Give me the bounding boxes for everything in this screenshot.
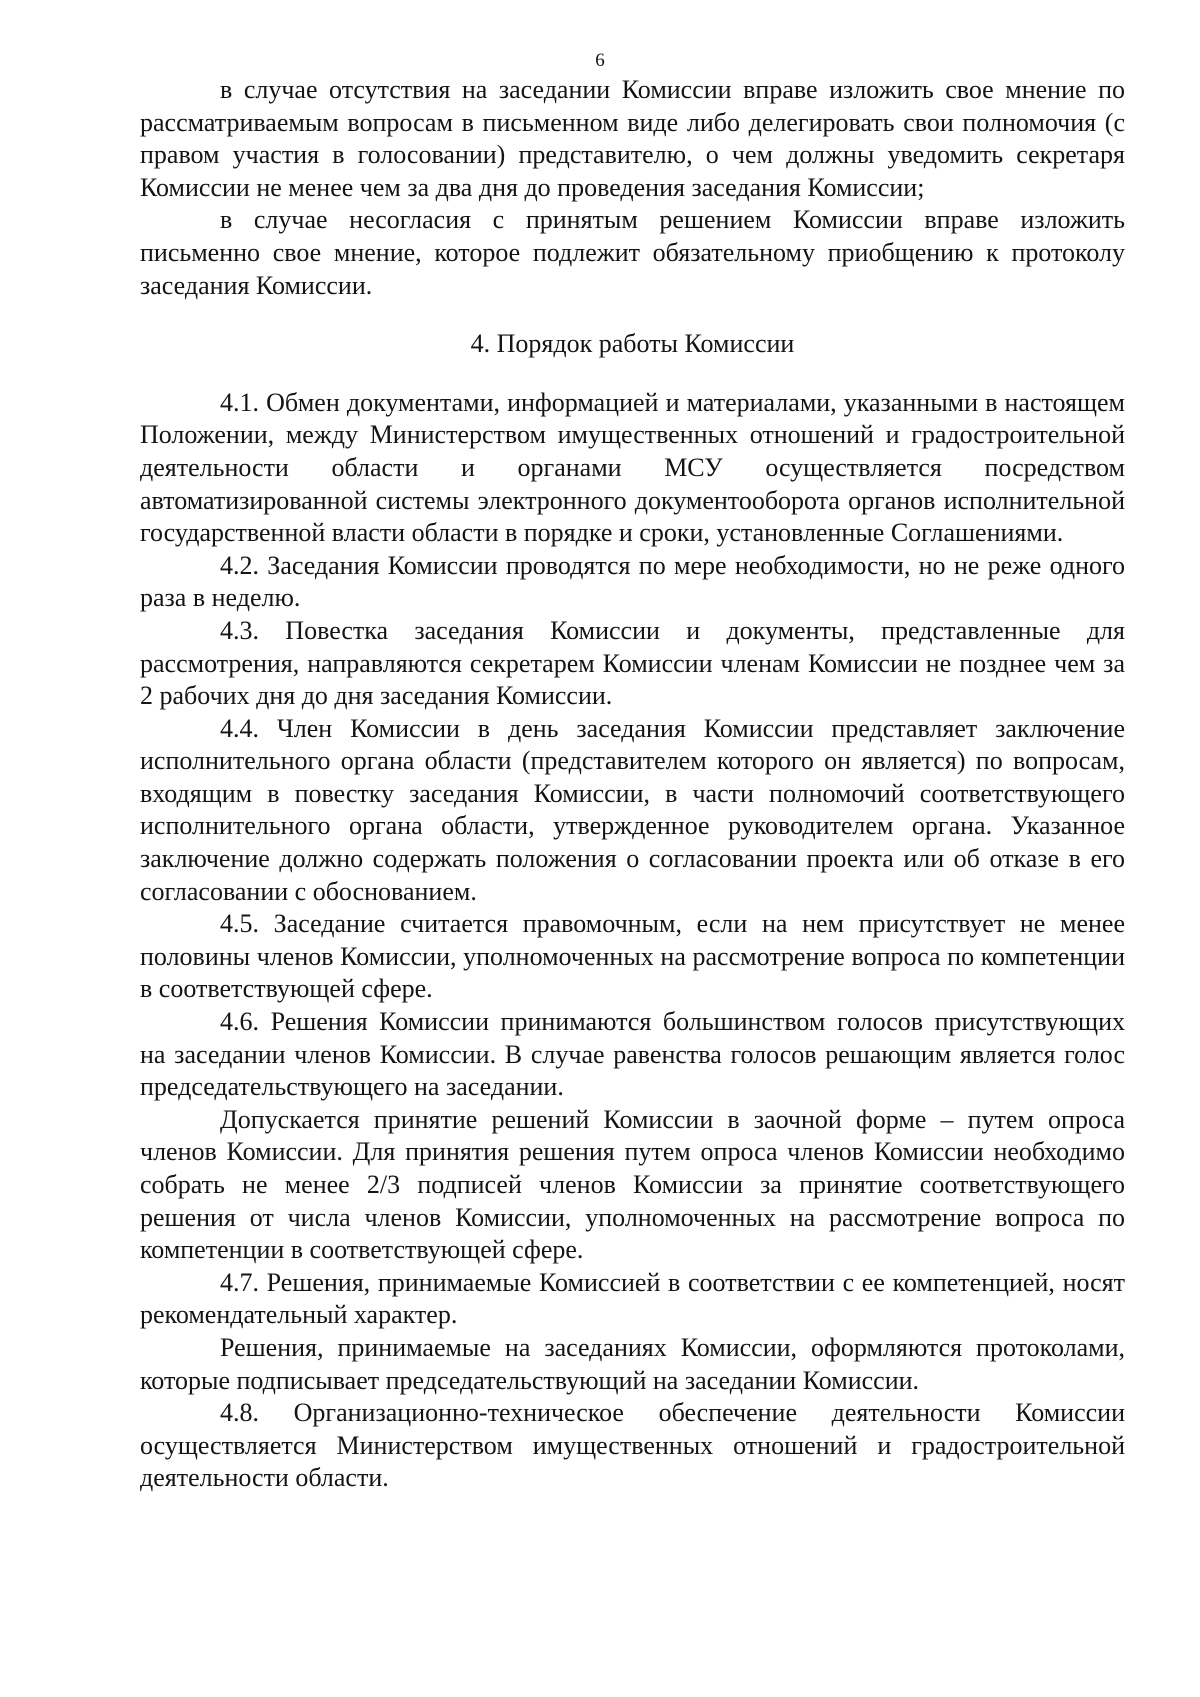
paragraph-4-7: 4.7. Решения, принимаемые Комиссией в соответствии с ее компетенцией, носят рекомендательный характер. <box>140 1267 1125 1330</box>
section-heading: 4. Порядок работы Комиссии <box>470 329 795 359</box>
paragraph-4-5: 4.5. Заседание считается правомочным, если на нем присутствует не менее половины членов Комиссии, уполномоченных на рассмотрение вопроса по компетенции в соответствующей сфере. <box>140 909 1125 1004</box>
page-number: 6 <box>595 50 605 71</box>
spacer <box>140 361 1125 387</box>
paragraph-4-6: 4.6. Решения Комиссии принимаются большинством голосов присутствующих на заседании членов Комиссии. В случае равенства голосов решающим является голос председательствующего на заседании. <box>140 1007 1125 1102</box>
paragraph-4-3: 4.3. Повестка заседания Комиссии и документы, представленные для рассмотрения, направляются секретарем Комиссии членам Комиссии не позднее чем за 2 рабочих дня до дня заседания Комиссии. <box>140 615 1125 711</box>
paragraph-4-6-absentee-voting: Допускается принятие решений Комиссии в заочной форме – путем опроса членов Комиссии. Для принятия решения путем опроса членов Комиссии необходимо собрать не менее 2/3 подписей членов Комиссии за принятие соответствующего решения от числа членов Комиссии, уполномоченных на рассмотрение вопроса по компетенции в соответствующей сфере. <box>140 1104 1125 1265</box>
paragraph-4-4: 4.4. Член Комиссии в день заседания Комиссии представляет заключение исполнительного органа области (представителем которого он является) по вопросам, входящим в повестку заседания Комиссии, в части полномочий соответствующего исполнительного органа области, утвержденное руководителем органа. Указанное заключение должно содержать положения о согласовании проекта или об отказе в его согласовании с обоснованием. <box>140 713 1125 906</box>
document-body <box>140 74 1125 1495</box>
paragraph-4-2: 4.2. Заседания Комиссии проводятся по мере необходимости, но не реже одного раза в неделю. <box>140 550 1125 613</box>
paragraph-4-7-protocols: Решения, принимаемые на заседаниях Комиссии, оформляются протоколами, которые подписывает председательствующий на заседании Комиссии. <box>140 1332 1125 1395</box>
paragraph-4-8: 4.8. Организационно-техническое обеспечение деятельности Комиссии осуществляется Министерством имущественных отношений и градостроительной деятельности области. <box>140 1398 1125 1493</box>
paragraph-disagreement-opinion: в случае несогласия с принятым решением Комиссии вправе изложить письменно свое мнение, которое подлежит обязательному приобщению к протоколу заседания Комиссии. <box>140 205 1125 300</box>
paragraph-absence-opinion: в случае отсутствия на заседании Комиссии вправе изложить свое мнение по рассматриваемым вопросам в письменном виде либо делегировать свои полномочия (с правом участия в голосовании) представителю, о чем должны уведомить секретаря Комиссии не менее чем за два дня до проведения заседания Комиссии; <box>140 75 1125 202</box>
paragraph-4-1: 4.1. Обмен документами, информацией и материалами, указанными в настоящем Положении, между Министерством имущественных отношений и градостроительной деятельности области и органами МСУ осуществляется посредством автоматизированной системы электронного документооборота органов исполнительной государственной власти области в порядке и сроки, установленные Соглашениями. <box>140 387 1125 548</box>
spacer <box>140 302 1125 328</box>
